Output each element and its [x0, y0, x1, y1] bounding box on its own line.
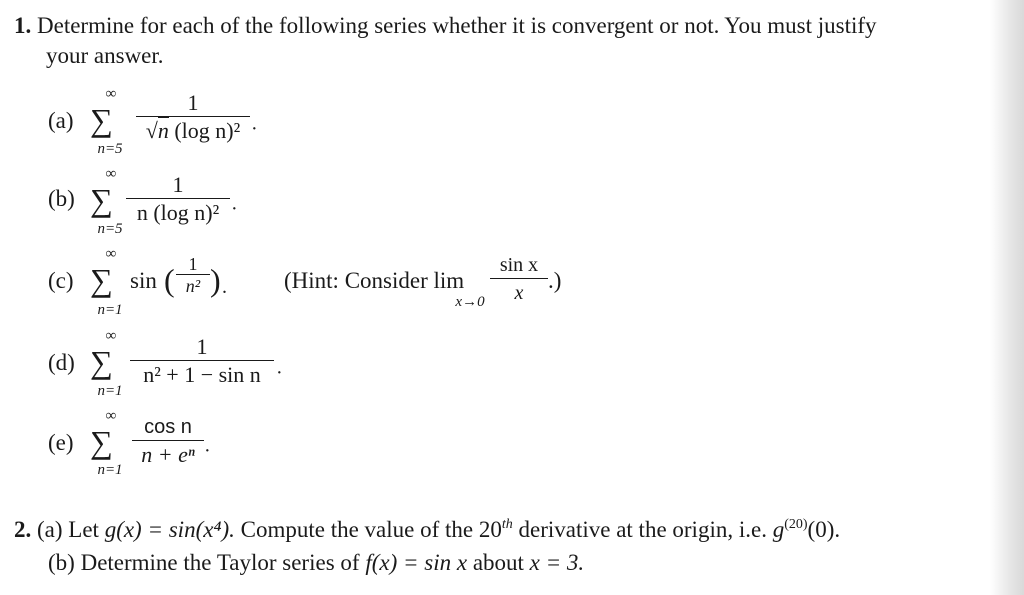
- problem-1-number: 1.: [14, 13, 32, 38]
- problem-2-a-text-1: Let: [68, 517, 99, 542]
- part-e-period: ·: [204, 440, 211, 462]
- part-d-denominator: n² + 1 − sin n: [143, 362, 261, 388]
- part-c-numerator: 1: [188, 254, 198, 274]
- part-b-lower: n=5: [97, 221, 123, 237]
- problem-2-b-expression: f(x) = sin x: [365, 550, 468, 575]
- part-c-sigma: ∑: [90, 262, 113, 298]
- part-c-upper: ∞: [105, 246, 117, 262]
- part-b-denominator: n (log n)²: [136, 200, 220, 226]
- problem-2-b-text-2: about: [472, 550, 524, 575]
- hint-suffix: .): [548, 268, 562, 293]
- part-a-sigma: ∑: [90, 102, 113, 138]
- part-d-period: ·: [276, 362, 283, 384]
- problem-2-a-text-2: Compute the value of the 20: [240, 517, 502, 542]
- part-c-label: (c): [48, 268, 74, 293]
- problem-1-text-2: your answer.: [46, 43, 164, 68]
- page-edge-shadow: [990, 0, 1024, 595]
- sqrt-icon: √: [145, 118, 158, 144]
- problem-2-b-label: (b): [48, 550, 75, 575]
- part-a-upper: ∞: [105, 86, 117, 102]
- part-b-sigma: ∑: [90, 182, 113, 218]
- part-b-period: ·: [231, 198, 238, 220]
- part-b-fraction: [126, 172, 230, 227]
- part-d-numerator: 1: [196, 334, 208, 359]
- part-e-sigma: ∑: [90, 424, 113, 460]
- part-e-label: (e): [48, 430, 74, 455]
- part-a-period: ·: [251, 118, 258, 140]
- problem-2-a-label: (a): [37, 517, 63, 542]
- problem-2-a-tail: (0).: [807, 517, 841, 542]
- hint-lim-subscript: x→0: [455, 294, 485, 310]
- part-e-lower: n=1: [97, 462, 123, 478]
- problem-1-line-1: [14, 12, 877, 40]
- problem-2-b-expression-2: x = 3.: [529, 550, 585, 575]
- part-c-denominator: n²: [185, 276, 201, 297]
- hint-fraction: [490, 252, 548, 307]
- part-a-denominator: [144, 117, 242, 145]
- problem-1-line-2: [46, 42, 164, 70]
- part-c-lower: n=1: [97, 302, 123, 318]
- part-e-denominator: n + eⁿ: [141, 442, 195, 468]
- part-d-sigma: ∑: [90, 344, 113, 380]
- part-b-label: (b): [48, 186, 75, 211]
- problem-2-a-text-3: derivative at the origin, i.e.: [518, 517, 767, 542]
- part-c-sin: sin: [130, 268, 157, 293]
- problem-2-number: 2.: [14, 517, 32, 542]
- problem-2-line-a: [14, 511, 840, 544]
- problem-2-a-derivative-order: (20): [784, 517, 808, 532]
- part-e-numerator: cos n: [144, 416, 192, 438]
- part-d-lower: n=1: [97, 383, 123, 399]
- part-d-upper: ∞: [105, 328, 117, 344]
- hint-numerator: sin x: [499, 254, 539, 276]
- problem-2-a-g: g: [772, 517, 785, 542]
- part-a-numerator: 1: [187, 90, 199, 115]
- part-e-upper: ∞: [105, 408, 117, 424]
- part-b-upper: ∞: [105, 166, 117, 182]
- part-e-fraction: [132, 414, 204, 469]
- part-a-lower: n=5: [97, 141, 123, 157]
- problem-2-a-superscript: th: [501, 517, 513, 532]
- part-d-fraction: [130, 334, 274, 389]
- part-a-fraction: [136, 90, 250, 145]
- problem-2-line-b: [48, 549, 584, 577]
- part-b-numerator: 1: [172, 172, 184, 197]
- problem-2-a-expression: g(x) = sin(x⁴).: [104, 517, 235, 542]
- part-a-label: (a): [48, 108, 74, 133]
- part-a-denominator-text: (log n)²: [174, 118, 241, 144]
- hint-denominator: x: [514, 282, 524, 305]
- part-a-sqrt-arg: n: [157, 118, 169, 144]
- problem-2-b-text-1: Determine the Taylor series of: [80, 550, 360, 575]
- part-c-fraction: [176, 254, 210, 297]
- part-c-period: .: [222, 276, 227, 298]
- problem-1-text-1: Determine for each of the following series whether it is convergent or not. You must justify: [37, 13, 877, 38]
- part-c-left-paren: (: [164, 262, 175, 298]
- part-d-label: (d): [48, 350, 75, 375]
- part-c-right-paren: ): [210, 262, 221, 298]
- hint-prefix: (Hint: Consider lim: [284, 268, 465, 293]
